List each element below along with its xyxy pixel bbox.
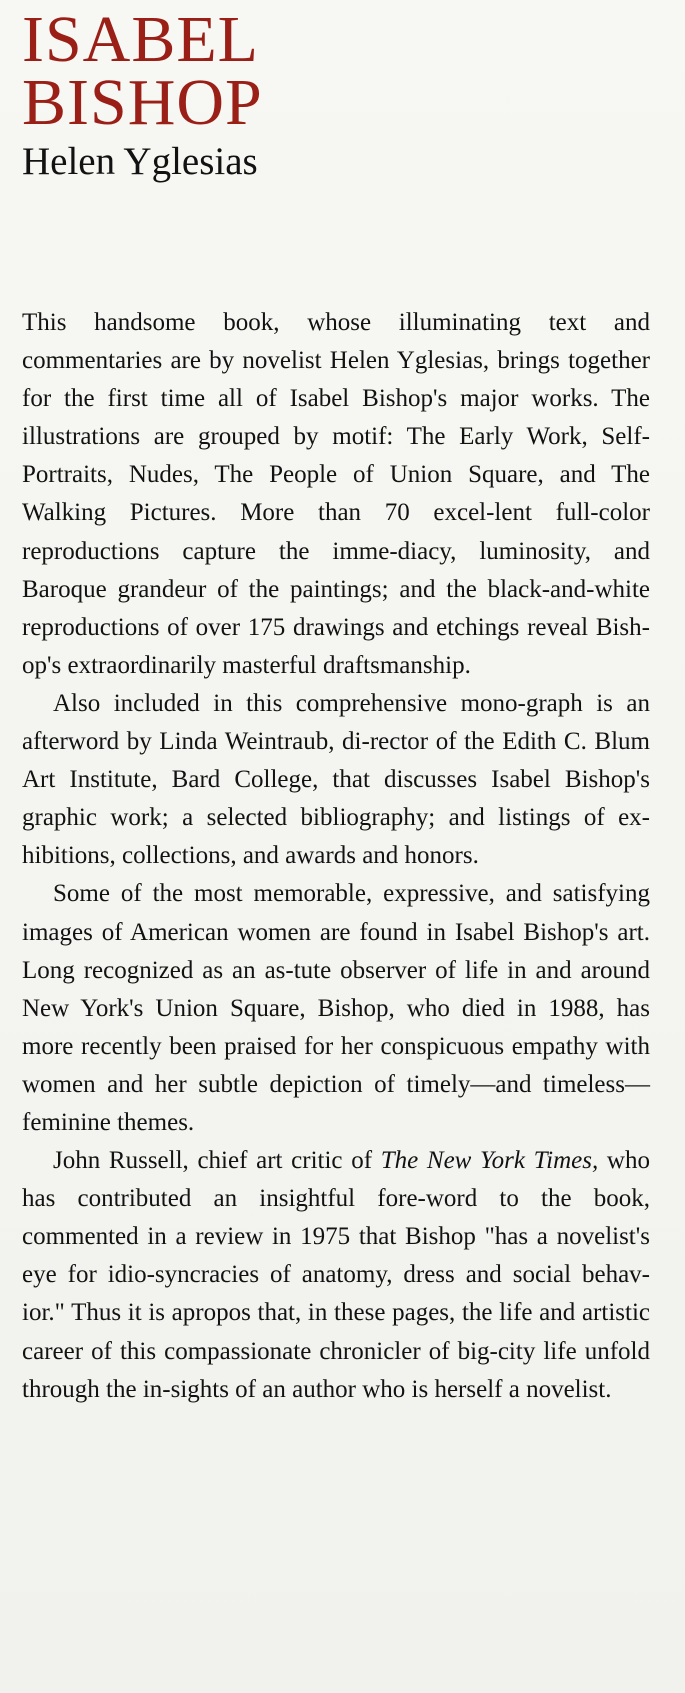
description-paragraph-2: Also included in this comprehensive mono-graph is an afterword by Linda Weintraub, di-rector of the Edith C. Blum Art Institute, Bard College, that discusses Isabel Bishop's graphic work; a selected bibliography; and listings of ex-hibitions, collections, and awards and honors. [22,689,650,870]
publication-title: The New York Times, [380,1147,599,1175]
description-paragraph-4 [22,1142,650,1409]
description-text [22,304,650,1409]
description-paragraph-1: This handsome book, whose illuminating text and commentaries are by novelist Helen Yglesias, brings together for the first time all of Isabel Bishop's major works. The illustrations are grouped by motif: The Early Work, Self-Portraits, Nudes, The People of Union Square, and The Walking Pictures. More than 70 excel-lent full-color reproductions capture the imme-diacy, luminosity, and Baroque grandeur of the paintings; and the black-and-white reproductions of over 175 drawings and etchings reveal Bish-op's extraordinarily masterful draftsmanship. [22,309,650,679]
title-block [22,3,655,184]
paragraph-4-rest-text: who has contributed an insightful fore-word to the book, commented in a review in 1975 that Bishop "has a novelist's eye for idio-syncracies of anatomy, dress and social behav-ior." Thus it is apropos that, in these pages, the life and artistic career of this compassionate chronicler of big-city life unfold through the in-sights of an author who is herself a novelist. [22,1147,650,1403]
description-paragraph-3: Some of the most memorable, expressive, and satisfying images of American women are found in Isabel Bishop's art. Long recognized as an as-tute observer of life in and around New York's Union Square, Bishop, who died in 1988, has more recently been praised for her conspicuous empathy with women and her subtle depiction of timely—and timeless—feminine themes. [22,880,650,1136]
author-name: Helen Yglesias [22,139,258,183]
book-title-line-2: BISHOP [22,66,263,140]
book-title-line-1: ISABEL [22,3,259,76]
paragraph-4-lead-text: John Russell, chief art critic of [53,1147,381,1175]
